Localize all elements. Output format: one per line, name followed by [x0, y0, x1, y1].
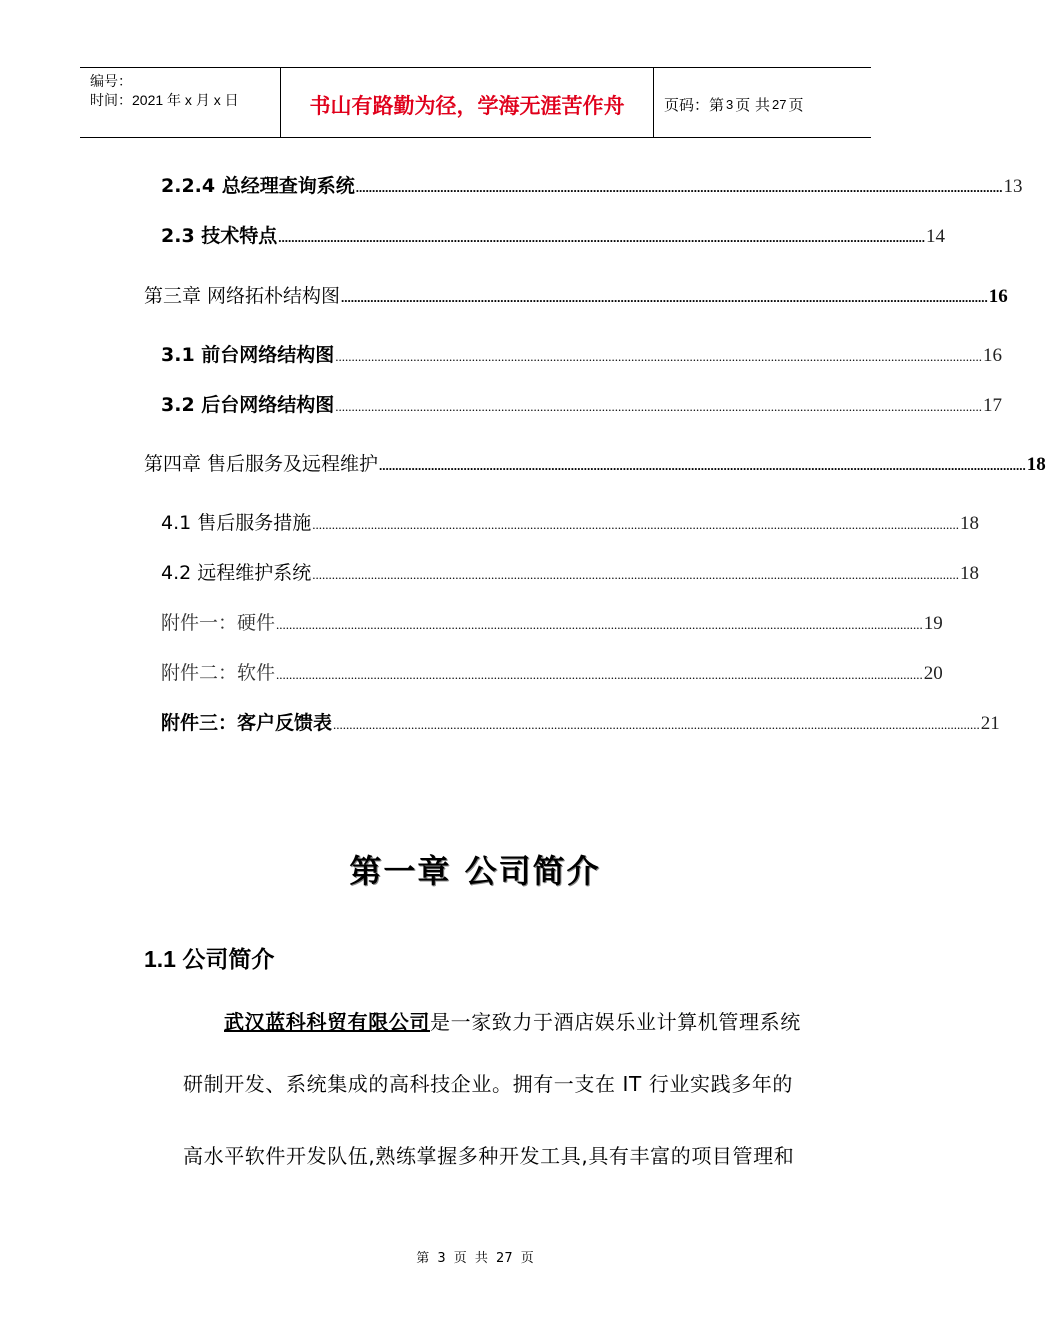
- paragraph-line-1-text: 是一家致力于酒店娱乐业计算机管理系统: [430, 1010, 801, 1034]
- toc-entry-title: 附件一：硬件: [161, 612, 276, 634]
- toc-entry-title: 3.2 后台网络结构图: [161, 394, 335, 416]
- paragraph-line-3: 高水平软件开发队伍,熟练掌握多种开发工具,具有丰富的项目管理和: [183, 1144, 795, 1168]
- toc-entry-title: 3.1 前台网络结构图: [161, 344, 335, 366]
- time-label: 时间：2021 年 x 月 x 日: [90, 92, 239, 108]
- toc-entry-page: 18: [960, 563, 980, 584]
- toc-entry-title: 第三章 网络拓朴结构图: [144, 285, 341, 307]
- toc-entry[interactable]: [144, 449, 1046, 475]
- toc-entry-page: 14: [926, 226, 946, 247]
- toc-entry-page: 13: [1003, 176, 1023, 197]
- toc-entry[interactable]: [161, 508, 980, 534]
- toc-entry-title: 第四章 售后服务及远程维护: [144, 453, 379, 475]
- toc-leader: .......................................................................................................................................................................................................: [379, 458, 1026, 473]
- toc-leader: .......................................................................................................................................................................................................: [355, 180, 1003, 195]
- header-motto: 书山有路勤为径，学海无涯苦作舟: [281, 68, 654, 137]
- toc-entry-page: 16: [983, 345, 1003, 366]
- toc-entry[interactable]: [161, 221, 946, 247]
- toc-leader: .......................................................................................................................................................................................................: [335, 399, 983, 414]
- toc-entry[interactable]: [161, 608, 943, 634]
- toc-entry-title: 附件二：软件: [161, 662, 276, 684]
- toc-leader: .......................................................................................................................................................................................................: [333, 717, 980, 732]
- page-current: 3: [726, 97, 734, 112]
- toc-entry-page: 18: [1026, 454, 1046, 475]
- toc-entry-title: 4.2 远程维护系统: [161, 562, 312, 584]
- page-header: [80, 67, 871, 138]
- toc-entry-title: 2.2.4 总经理查询系统: [161, 175, 355, 197]
- toc-entry[interactable]: [161, 658, 943, 684]
- toc-entry-page: 17: [983, 395, 1003, 416]
- chapter-title: 第一章 公司简介: [349, 852, 601, 890]
- serial-label: 编号：: [90, 73, 132, 89]
- toc-entry-page: 18: [960, 513, 980, 534]
- toc-leader: .......................................................................................................................................................................................................: [312, 517, 960, 532]
- toc-entry-title: 4.1 售后服务措施: [161, 512, 312, 534]
- toc-entry-page: 16: [988, 286, 1008, 307]
- toc-entry[interactable]: [161, 708, 1000, 734]
- toc-entry[interactable]: [161, 558, 980, 584]
- page-code-suffix: 页: [788, 96, 804, 114]
- header-page-code: [654, 68, 871, 137]
- toc-leader: .......................................................................................................................................................................................................: [312, 567, 960, 582]
- toc-leader: .......................................................................................................................................................................................................: [335, 349, 983, 364]
- header-meta: [80, 68, 281, 137]
- toc-entry[interactable]: [161, 340, 1003, 366]
- toc-entry-page: 19: [923, 613, 943, 634]
- page-code-prefix: 页码：第: [664, 96, 725, 114]
- page-total: 27: [772, 97, 787, 112]
- paragraph-line-2: 研制开发、系统集成的高科技企业。拥有一支在 IT 行业实践多年的: [183, 1072, 794, 1096]
- toc-entry[interactable]: [161, 390, 1003, 416]
- toc-leader: .......................................................................................................................................................................................................: [276, 667, 923, 682]
- section-title: 1.1 公司简介: [144, 946, 275, 972]
- page-footer: 第 3 页 共 27 页: [416, 1251, 534, 1266]
- toc-entry-title: 附件三：客户反馈表: [161, 712, 333, 734]
- toc-entry[interactable]: [144, 281, 1008, 307]
- toc-entry[interactable]: [161, 171, 1023, 197]
- toc-entry-page: 20: [923, 663, 943, 684]
- toc-leader: .......................................................................................................................................................................................................: [278, 230, 926, 245]
- paragraph-line-1: [224, 1006, 801, 1035]
- toc-leader: .......................................................................................................................................................................................................: [341, 290, 988, 305]
- toc-entry-page: 21: [980, 713, 1000, 734]
- toc-leader: .......................................................................................................................................................................................................: [276, 617, 923, 632]
- company-name-link[interactable]: 武汉蓝科科贸有限公司: [224, 1010, 430, 1034]
- page-code-mid: 页 共: [735, 96, 771, 114]
- toc-entry-title: 2.3 技术特点: [161, 225, 278, 247]
